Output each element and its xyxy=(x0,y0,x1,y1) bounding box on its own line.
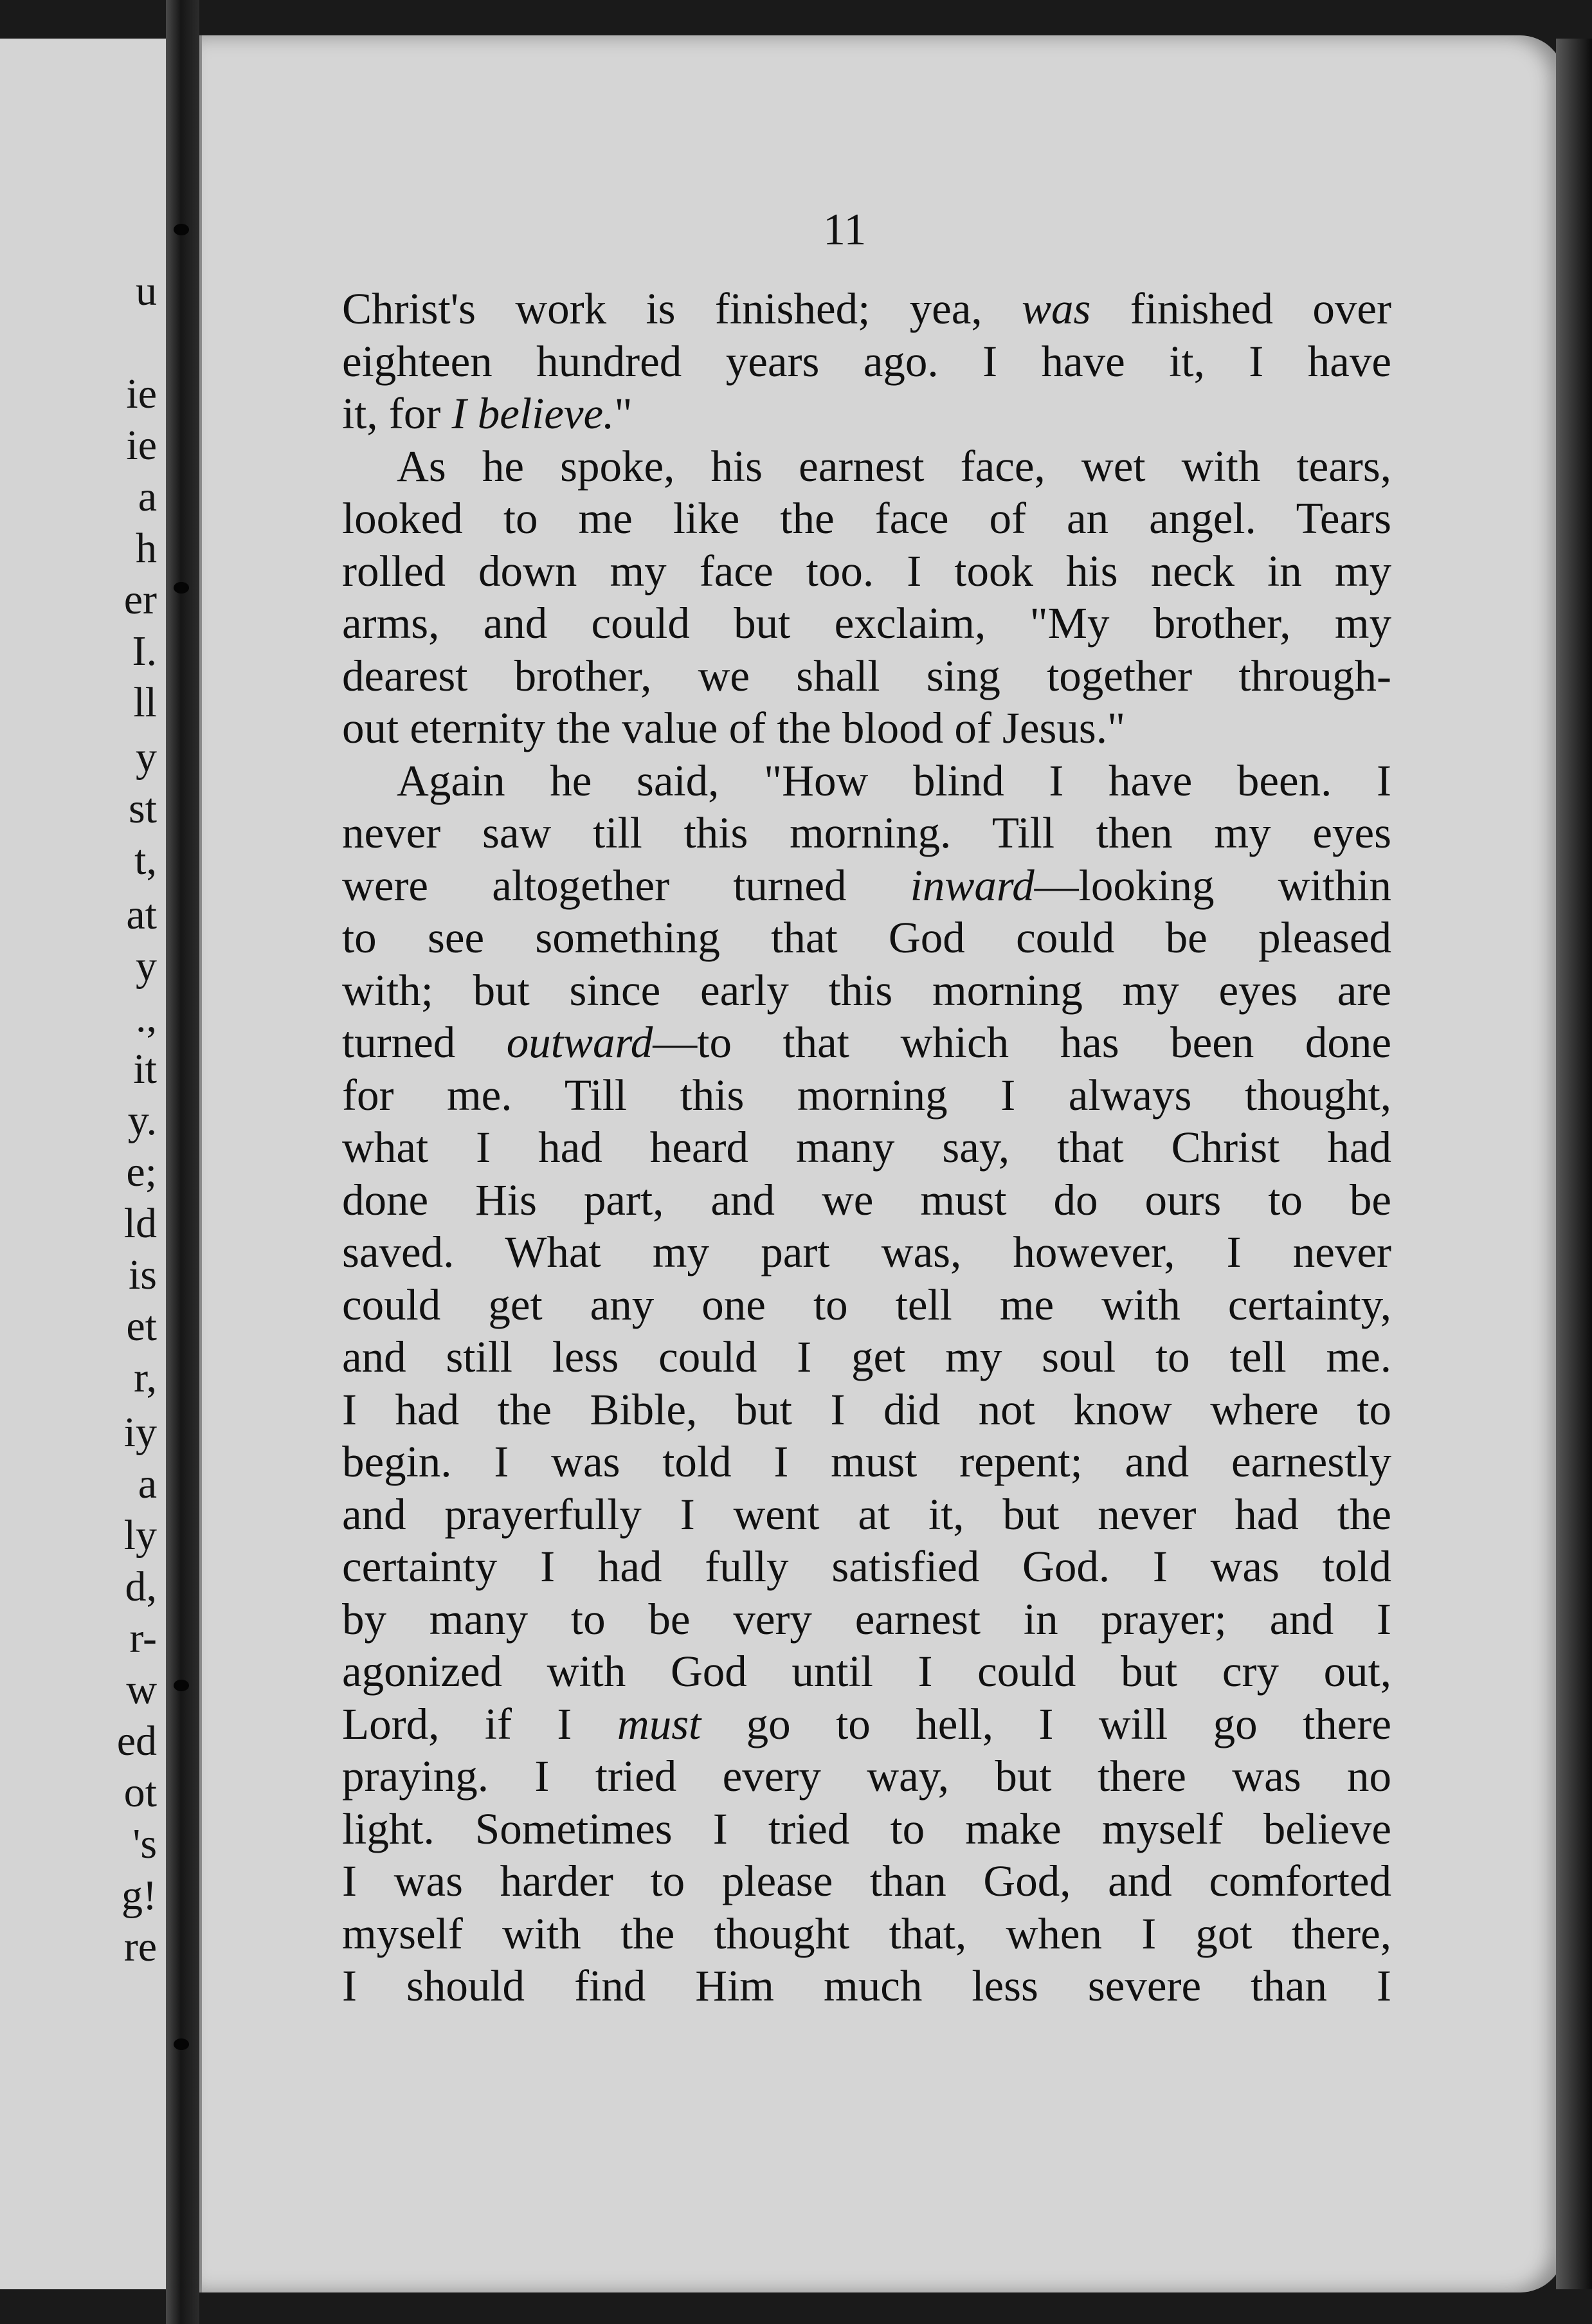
binding-mark xyxy=(174,2038,189,2050)
left-page-text-fragment: y xyxy=(136,943,157,990)
left-page-text-fragment: re xyxy=(123,1923,157,1970)
text-run: looked to me like the face of an angel. Tears xyxy=(342,494,1391,543)
text-line xyxy=(342,1489,1391,1541)
text-run: dearest brother, we shall sing together through- xyxy=(342,651,1391,700)
text-run: " xyxy=(614,389,633,438)
text-line xyxy=(342,1069,1391,1122)
text-line xyxy=(342,336,1391,388)
text-line xyxy=(342,702,1391,755)
left-page-text-fragment: st xyxy=(128,785,157,832)
text-run: with; but since early this morning my eyes are xyxy=(342,965,1391,1015)
text-run: —looking within xyxy=(1034,860,1391,910)
text-run: go to hell, I will go there xyxy=(701,1699,1391,1748)
text-run: were altogether turned xyxy=(342,860,910,910)
left-page-text-fragment: at xyxy=(126,891,157,938)
left-page-text-fragment: w xyxy=(126,1666,157,1713)
text-line xyxy=(342,1017,1391,1069)
text-line xyxy=(342,650,1391,703)
text-run: I had the Bible, but I did not know where to xyxy=(342,1384,1391,1434)
left-page-text-fragment: et xyxy=(126,1303,157,1350)
text-line xyxy=(342,1803,1391,1856)
text-line xyxy=(342,388,1391,440)
text-line xyxy=(342,493,1391,545)
text-line xyxy=(342,807,1391,860)
body-text xyxy=(342,283,1391,2013)
binding-mark xyxy=(174,224,189,235)
text-run: saved. What my part was, however, I never xyxy=(342,1228,1391,1276)
left-page-text-fragment: r- xyxy=(129,1615,157,1662)
text-run: by many to be very earnest in prayer; and I xyxy=(342,1594,1391,1644)
text-line xyxy=(342,912,1391,965)
left-page-text-fragment: ld xyxy=(123,1200,157,1247)
text-run: Lord, if I xyxy=(342,1699,617,1748)
text-line xyxy=(342,1593,1391,1646)
text-line xyxy=(342,440,1391,493)
left-page-text-fragment: t, xyxy=(134,837,157,884)
text-line xyxy=(342,1436,1391,1489)
left-page-text-fragment: ie xyxy=(126,370,157,417)
text-run: I was harder to please than God, and comforted xyxy=(342,1856,1391,1905)
previous-page-fragment xyxy=(0,39,166,2289)
text-run: light. Sometimes I tried to make myself believe xyxy=(342,1804,1391,1853)
binding-mark xyxy=(174,582,189,594)
text-run: to see something that God could be pleased xyxy=(342,913,1391,962)
text-line xyxy=(342,1279,1391,1332)
left-page-text-fragment: iy xyxy=(123,1409,157,1456)
left-page-text-fragment: it xyxy=(133,1046,157,1093)
text-line xyxy=(342,1226,1391,1279)
left-page-text-fragment: ly xyxy=(123,1512,157,1559)
text-line xyxy=(342,597,1391,650)
text-line xyxy=(342,545,1391,598)
text-line xyxy=(342,283,1391,336)
left-page-text-fragment: I. xyxy=(132,628,157,675)
italic-text: must xyxy=(617,1699,701,1748)
text-run: for me. Till this morning I always thought, xyxy=(342,1070,1391,1120)
text-line xyxy=(342,1908,1391,1961)
left-page-text-fragment: e; xyxy=(126,1148,157,1195)
text-run: eighteen hundred years ago. I have it, I have xyxy=(342,336,1391,386)
text-run: —to that which has been done xyxy=(653,1018,1391,1067)
text-run: done His part, and we must do ours to be xyxy=(342,1175,1391,1224)
text-line xyxy=(342,1331,1391,1384)
text-run: and still less could I get my soul to tell me. xyxy=(342,1332,1391,1381)
text-line xyxy=(342,1698,1391,1751)
text-run: As he spoke, his earnest face, wet with tears, xyxy=(397,441,1391,491)
text-line xyxy=(342,1541,1391,1593)
text-line xyxy=(342,1960,1391,2013)
left-page-text-fragment: 's xyxy=(132,1820,157,1867)
left-page-text-fragment: er xyxy=(123,576,157,623)
page-number: 11 xyxy=(823,205,867,255)
left-page-text-fragment: ed xyxy=(116,1718,157,1765)
italic-text: inward xyxy=(910,860,1035,910)
left-page-text-fragment: g! xyxy=(122,1872,157,1919)
italic-text: was xyxy=(1022,284,1091,333)
text-line xyxy=(342,1174,1391,1227)
book-gutter xyxy=(166,0,199,2324)
text-run: myself with the thought that, when I got there, xyxy=(342,1909,1391,1958)
text-run: could get any one to tell me with certainty, xyxy=(342,1280,1391,1329)
left-page-text-fragment: is xyxy=(128,1251,157,1298)
text-run: Christ's work is finished; yea, xyxy=(342,284,1022,333)
italic-text: outward xyxy=(506,1018,653,1067)
left-page-text-fragment: d, xyxy=(125,1563,157,1610)
text-run: it, for xyxy=(342,389,452,438)
left-page-text-fragment: a xyxy=(138,473,157,520)
text-run: I should find Him much less severe than I xyxy=(342,1961,1391,2010)
text-line xyxy=(342,965,1391,1017)
text-line xyxy=(342,1855,1391,1908)
text-line xyxy=(342,1750,1391,1803)
text-run: praying. I tried every way, but there was no xyxy=(342,1752,1391,1801)
text-run: and prayerfully I went at it, but never had the xyxy=(342,1489,1391,1539)
text-line xyxy=(342,1121,1391,1174)
text-line xyxy=(342,1384,1391,1437)
left-page-text-fragment: ll xyxy=(133,679,157,726)
left-page-text-fragment: a xyxy=(138,1460,157,1507)
text-run: agonized with God until I could but cry out, xyxy=(342,1647,1391,1696)
italic-text: I believe. xyxy=(451,389,615,438)
text-run: turned xyxy=(342,1018,507,1067)
left-page-text-fragment: h xyxy=(136,525,157,572)
binding-mark xyxy=(174,1680,189,1691)
left-page-text-fragment: ., xyxy=(136,994,157,1041)
text-run: finished over xyxy=(1090,284,1391,333)
left-page-text-fragment: r, xyxy=(134,1354,157,1401)
left-page-text-fragment: ie xyxy=(126,422,157,469)
text-run: rolled down my face too. I took his neck in my xyxy=(342,546,1391,595)
text-run: Again he said, "How blind I have been. I xyxy=(397,756,1391,805)
text-run: what I had heard many say, that Christ had xyxy=(342,1123,1391,1172)
left-page-text-fragment: y xyxy=(136,734,157,781)
text-run: certainty I had fully satisfied God. I was told xyxy=(342,1542,1391,1591)
left-page-text-fragment: y. xyxy=(127,1097,157,1144)
text-run: arms, and could but exclaim, "My brother, my xyxy=(342,599,1391,648)
text-run: out eternity the value of the blood of Jesus." xyxy=(342,704,1126,752)
text-line xyxy=(342,1646,1391,1698)
text-line xyxy=(342,755,1391,808)
text-line xyxy=(342,860,1391,912)
left-page-text-fragment: u xyxy=(136,268,157,314)
text-run: never saw till this morning. Till then my eyes xyxy=(342,808,1391,857)
page-edge xyxy=(1556,39,1592,2289)
text-run: begin. I was told I must repent; and earnestly xyxy=(342,1437,1391,1486)
left-page-text-fragment: ot xyxy=(123,1769,157,1816)
